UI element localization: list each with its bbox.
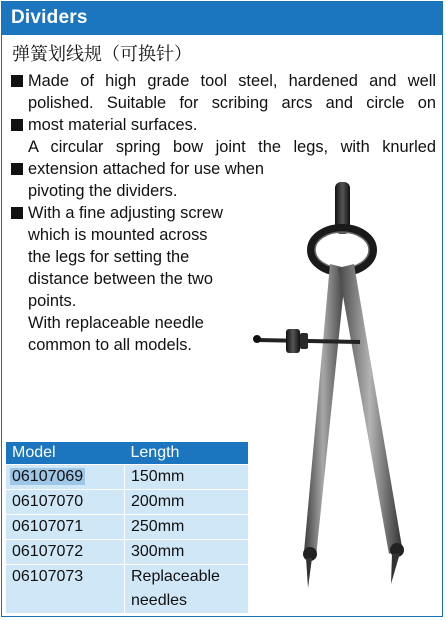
length-cell: 150mm [125,465,249,490]
adjusting-nut [286,329,300,353]
model-cell: 06107073 [6,565,125,614]
bullet-square-icon [11,207,23,219]
table-row[interactable] [6,540,248,565]
table-header-row [6,442,248,465]
length-cell: 300mm [125,540,249,565]
product-card [1,1,443,617]
length-line: needles [131,592,188,609]
bullet-square-icon [11,163,23,175]
spring-bow [311,228,373,272]
model-cell: 06107070 [6,490,125,515]
bullet-square-icon [11,119,23,131]
right-needle [391,553,400,584]
description-line: With a fine adjusting screw [11,202,436,224]
left-needle [306,558,312,588]
description-line: extension attached for use when [11,158,436,180]
description-line: the legs for setting the [28,248,190,266]
length-cell [125,565,249,614]
model-cell: 06107072 [6,540,125,565]
bullet-square-icon [11,75,23,87]
dividers-illustration [242,172,432,592]
table-row[interactable] [6,565,248,614]
table-row[interactable] [6,465,248,490]
description-line: common to all models. [28,336,192,354]
length-cell: 200mm [125,490,249,515]
description-line: points. [28,292,77,310]
spec-table [6,442,248,613]
right-leg [338,264,402,554]
description-line: distance between the two [28,270,213,288]
length-cell: 250mm [125,515,249,540]
column-header-model: Model [6,442,125,465]
model-cell: 06107069 [6,465,125,490]
description-line: most material surfaces. [11,114,436,136]
chinese-subtitle: 弹簧划线规（可换针） [12,44,192,65]
header-bar [2,2,442,35]
model-cell: 06107071 [6,515,125,540]
description-line: Made of high grade tool steel, hardened and well [11,70,436,92]
description-line: A circular spring bow joint the legs, with knurled [28,138,436,156]
adjusting-screw [257,340,360,342]
description-line: pivoting the dividers. [28,182,178,200]
left-leg [304,264,346,557]
description-line: polished. Suitable for scribing arcs and circle on [28,94,436,112]
page-title: Dividers [11,7,88,28]
description-line: which is mounted across [28,226,208,244]
table-row[interactable] [6,515,248,540]
table-row[interactable] [6,490,248,515]
column-header-length: Length [125,442,249,465]
length-line: Replaceable [131,568,220,585]
description-line: With replaceable needle [28,314,204,332]
